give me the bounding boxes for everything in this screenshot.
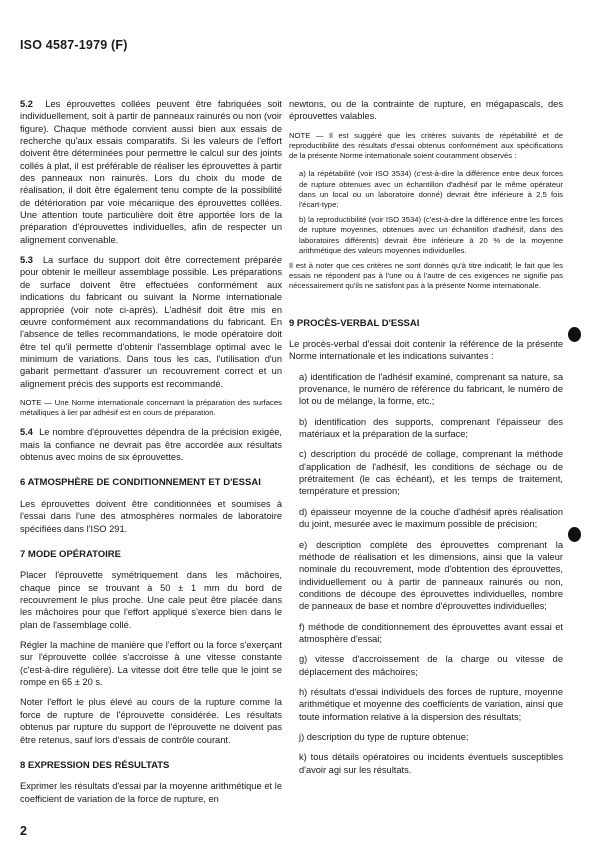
section-9-intro: Le procès-verbal d'essai doit contenir la référence de la présente Norme internationale et les indications suivantes : <box>289 339 563 362</box>
report-item-e: e) description complète des éprouvettes comprenant la méthode de réalisation et les dimensions, ainsi que la valeur nominale du recouvrement, mode d'obtention des éprouvettes, individuellement ou à partir de panneaux rainurés ou non, conditions de découpe des éprouvettes individuelles, nombre de panneaux de base et nombre d'éprouvettes individuelles; <box>299 539 563 612</box>
report-item-a: a) identification de l'adhésif examiné, comprenant sa nature, sa provenance, le numéro de référence du fabricant, le numéro de lot ou de mélange, la forme, etc.; <box>299 371 563 407</box>
continued-text: newtons, ou de la contrainte de rupture, en mégapascals, des éprouvettes valables. <box>289 99 563 122</box>
left-column <box>20 98 282 813</box>
right-column <box>289 98 563 784</box>
section-heading-7: 7 MODE OPÉRATOIRE <box>20 548 121 560</box>
section-8-text: Exprimer les résultats d'essai par la moyenne arithmétique et le coefficient de variation de la force de rupture, en <box>20 781 282 804</box>
report-item-j: j) description du type de rupture obtenue; <box>299 731 469 742</box>
clause-5-2 <box>20 98 282 246</box>
document-header: ISO 4587-1979 (F) <box>20 38 128 52</box>
clause-number: 5.3 <box>20 255 33 266</box>
clause-text: Les éprouvettes collées peuvent être fabriquées soit individuellement, soit à partir de panneaux rainurés ou non (voir figure). Chaque méthode convient aussi bien aux essais de recherche qu'aux essais comparatifs. Si les valeurs de l'effort doivent être déterminées pour permettre le calcul sur des joints collés à plat, il est préférable de réaliser les éprouvettes à partir des panneaux non rainurés. Lors du choix du mode de réalisation, il doit être également tenu compte de la possibilité de détérioration par voie mécanique des éprouvettes collées. Une attention toute particulière doit être apportée lors de la préparation d'éprouvettes individuelles, afin de respecter un alignement convenable. <box>20 99 283 245</box>
clause-5-4 <box>20 426 282 463</box>
note-surface-preparation: NOTE — Une Norme internationale concernant la préparation des surfaces métalliques à lier par adhésif est en cours de préparation. <box>20 397 282 418</box>
note-remark: Il est à noter que ces critères ne sont donnés qu'à titre indicatif; le fait que les essais ne répondent pas à l'une ou à l'autre de ces exigences ne signifie pas nécessairement qu'ils ne satisfont pas à la présente Norme internationale. <box>289 260 563 291</box>
report-item-d: d) épaisseur moyenne de la couche d'adhésif après réalisation du joint, mesurée avec le maximum possible de précision; <box>299 506 563 530</box>
report-item-h: h) résultats d'essai individuels des forces de rupture, moyenne arithmétique et moyenne des coefficients de variation, ainsi que toute information relative à la dispersion des résultats; <box>299 686 563 722</box>
note-item-a: a) la répétabilité (voir ISO 3534) (c'est-à-dire la différence entre deux forces de rupture obtenues avec un échantillon d'adhésif par le même opérateur dans un local ou un laboratoire donné) devrait être inférieure à 2,5 fois l'écart-type; <box>299 169 563 209</box>
report-item-f: f) méthode de conditionnement des éprouvettes avant essai et atmosphère d'essai; <box>299 621 563 644</box>
binder-hole-mark <box>568 527 581 542</box>
report-item-c: c) description du procédé de collage, comprenant la méthode d'application de l'adhésif, les conditions de séchage ou de prétraitement (le cas échéant), et les temps de traitement, température et pression; <box>299 449 563 497</box>
section-7-para-3: Noter l'effort le plus élevé au cours de la rupture comme la force de rupture de l'éprouvette considérée. Les résultats obtenus par rupture du support de l'éprouvette ne doivent pas être retenus, sauf lors d'essais de contrôle courant. <box>20 697 282 745</box>
note-repeatability: NOTE — Il est suggéré que les critères suivants de répétabilité et de reproductibilité des résultats d'essai obtenus conformément aux spécifications de la présente Norme internationale soient couramment observés : <box>289 130 563 161</box>
binder-hole-mark <box>568 327 581 342</box>
section-7-para-2: Régler la machine de manière que l'effort ou la force s'exerçant sur l'éprouvette collée s'accroisse à une vitesse constante (c'est-à-dire régulière). La vitesse doit être telle que le joint se rompe en 65 ± 20 s. <box>20 640 282 688</box>
page-number: 2 <box>20 824 27 838</box>
report-item-k: k) tous détails opératoires ou incidents éventuels susceptibles d'avoir agi sur les résultats. <box>299 752 563 775</box>
section-7-para-1: Placer l'éprouvette symétriquement dans les mâchoires, chaque pince se trouvant à 50 ± 1 mm du bord de recouvrement le plus proche. Une cale peut être placée dans les mâchoires pour que l'effort appliqué s'exerce bien dans le plan de l'assemblage collé. <box>20 570 282 630</box>
section-6-text: Les éprouvettes doivent être conditionnées et soumises à l'essai dans l'une des atmosphères normales de laboratoire spécifiées dans l'ISO 291. <box>20 498 282 534</box>
clause-5-3 <box>20 254 282 390</box>
clause-text: Le nombre d'éprouvettes dépendra de la précision exigée, mais la confiance ne devrait pas être accordée aux résultats obtenus avec moins de six éprouvettes. <box>20 427 282 462</box>
report-item-b: b) identification des supports, comprenant l'épaisseur des matériaux et la préparation de la surface; <box>299 416 563 440</box>
section-heading-8: 8 EXPRESSION DES RÉSULTATS <box>20 759 170 771</box>
clause-text: La surface du support doit être correctement préparée pour obtenir le meilleur assemblage possible. Les préparations de surface doivent être effectuées conformément aux indications du fabricant ou suivant la Norme internationale appropriée (voir note ci-après). L'adhésif doit être mis en œuvre conformément aux recommandations du fabricant. En l'absence de telles recommandations, le mode opératoire doit être tel qu'il permette d'obtenir l'assemblage optimal avec le minimum de variations. Dans tous les cas, l'utilisation d'un gabarit permettant d'assurer un recouvrement correct et un alignement précis des supports est recommandé. <box>20 255 282 389</box>
section-heading-9: 9 PROCÈS-VERBAL D'ESSAI <box>289 317 420 329</box>
section-heading-6: 6 ATMOSPHÈRE DE CONDITIONNEMENT ET D'ESSAI <box>20 477 261 489</box>
note-item-b: b) la reproductibilité (voir ISO 3534) (c'est-à-dire la différence entre les forces de rupture moyennes, obtenues avec un échantillon d'adhésif, dans des laboratoires différents) devrait être inférieure à 20 % de la moyenne arithmétique des valeurs moyennes individuelles. <box>299 215 563 255</box>
report-item-g: g) vitesse d'accroissement de la charge ou vitesse de déplacement des mâchoires; <box>299 654 563 677</box>
clause-number: 5.4 <box>20 427 33 438</box>
clause-number: 5.2 <box>20 99 33 109</box>
